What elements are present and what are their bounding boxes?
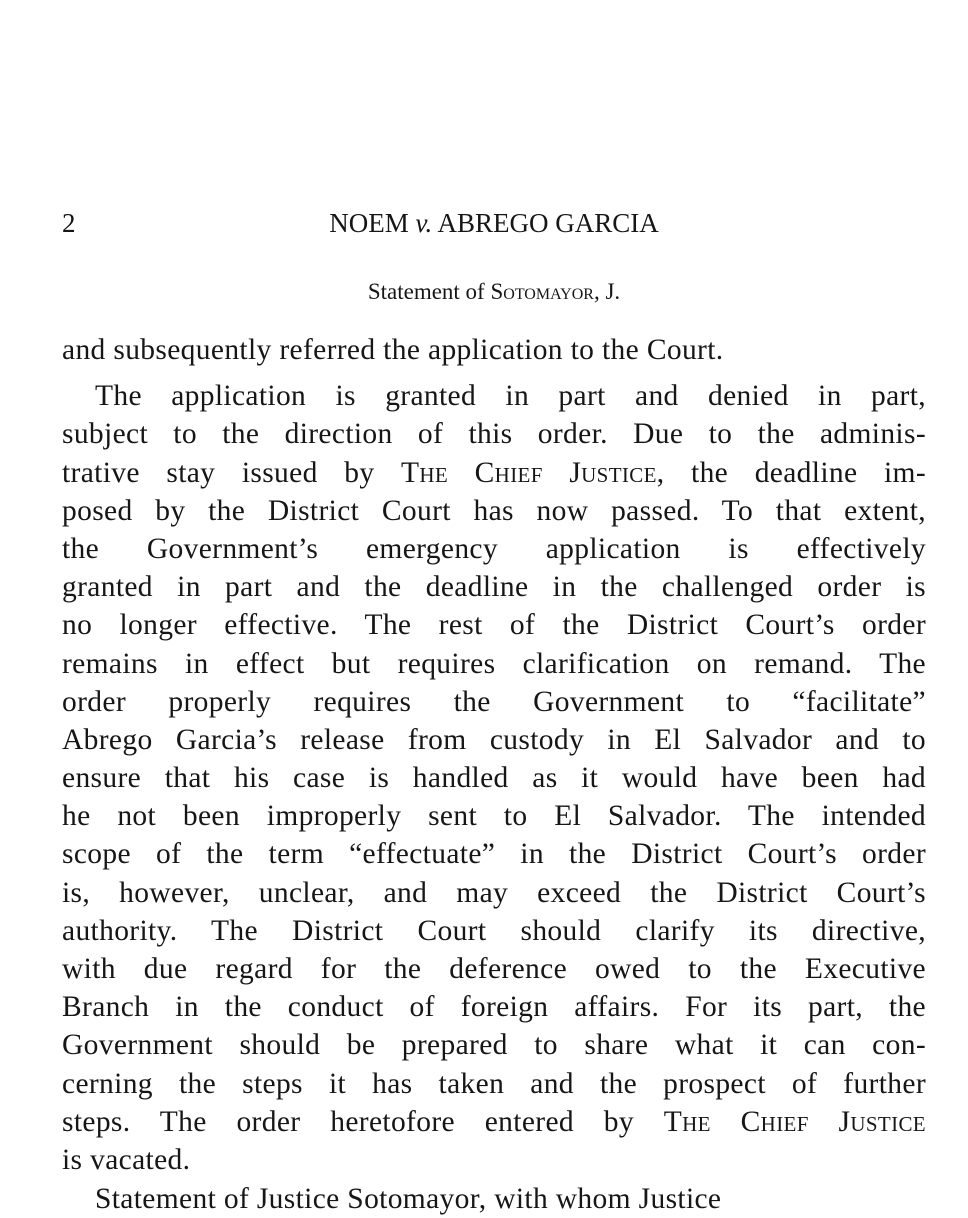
text-line: subject to the direction of this order. Due to the adminis- — [62, 418, 926, 451]
text-line: Branch in the conduct of foreign affairs. For its part, the — [62, 991, 926, 1024]
text-line: cerning the steps it has taken and the prospect of further — [62, 1067, 926, 1100]
text-fragment: steps. The order heretofore entered by — [62, 1105, 664, 1138]
text-line: Government should be prepared to share what it can con- — [62, 1029, 926, 1062]
text-line: he not been improperly sent to El Salvador. The intended — [62, 800, 926, 833]
text-line: posed by the District Court has now passed. To that extent, — [62, 494, 926, 527]
text-line: scope of the term “effectuate” in the District Court’s order — [62, 838, 926, 871]
text-line — [62, 1103, 926, 1141]
statement-heading — [0, 277, 968, 307]
chief-justice-reference: The Chief Justice — [663, 1105, 926, 1138]
text-line: no longer effective. The rest of the District Court’s order — [62, 609, 926, 642]
text-line: remains in effect but requires clarification on remand. The — [62, 647, 926, 680]
statement-suffix: , J. — [593, 279, 621, 304]
case-party-petitioner: NOEM — [329, 208, 409, 238]
case-party-respondent: ABREGO GARCIA — [437, 208, 659, 238]
main-paragraph — [62, 377, 926, 1179]
page-number: 2 — [62, 208, 76, 238]
text-line: The application is granted in part and denied in part, — [95, 380, 926, 413]
opinion-body — [62, 331, 926, 1179]
running-head — [0, 206, 968, 240]
continued-paragraph-line: and subsequently referred the application to the Court. — [62, 334, 724, 366]
text-line — [62, 454, 926, 492]
statement-justice: Sotomayor — [490, 279, 594, 304]
chief-justice-reference: The Chief Justice — [401, 456, 657, 489]
text-line: the Government’s emergency application is effectively — [62, 532, 926, 565]
text-fragment: , the deadline im- — [656, 456, 926, 489]
statement-prefix: Statement of — [367, 279, 485, 304]
text-line: granted in part and the deadline in the challenged order is — [62, 571, 926, 604]
text-line: is, however, unclear, and may exceed the District Court’s — [62, 876, 926, 909]
case-versus: v. — [415, 208, 433, 238]
paragraph-gap — [62, 369, 926, 377]
cut-off-next-paragraph: Statement of Justice Sotomayor, with whom Justice — [95, 1183, 722, 1215]
text-line: with due regard for the deference owed to the Executive — [62, 953, 926, 985]
text-line: ensure that his case is handled as it would have been had — [62, 762, 926, 795]
text-fragment: trative stay issued by — [62, 456, 402, 489]
text-line: is vacated. — [62, 1143, 191, 1176]
text-line: Abrego Garcia’s release from custody in El Salvador and to — [62, 723, 926, 756]
text-line: order properly requires the Government to “facilitate” — [62, 685, 926, 718]
text-line: authority. The District Court should clarify its directive, — [62, 914, 926, 947]
